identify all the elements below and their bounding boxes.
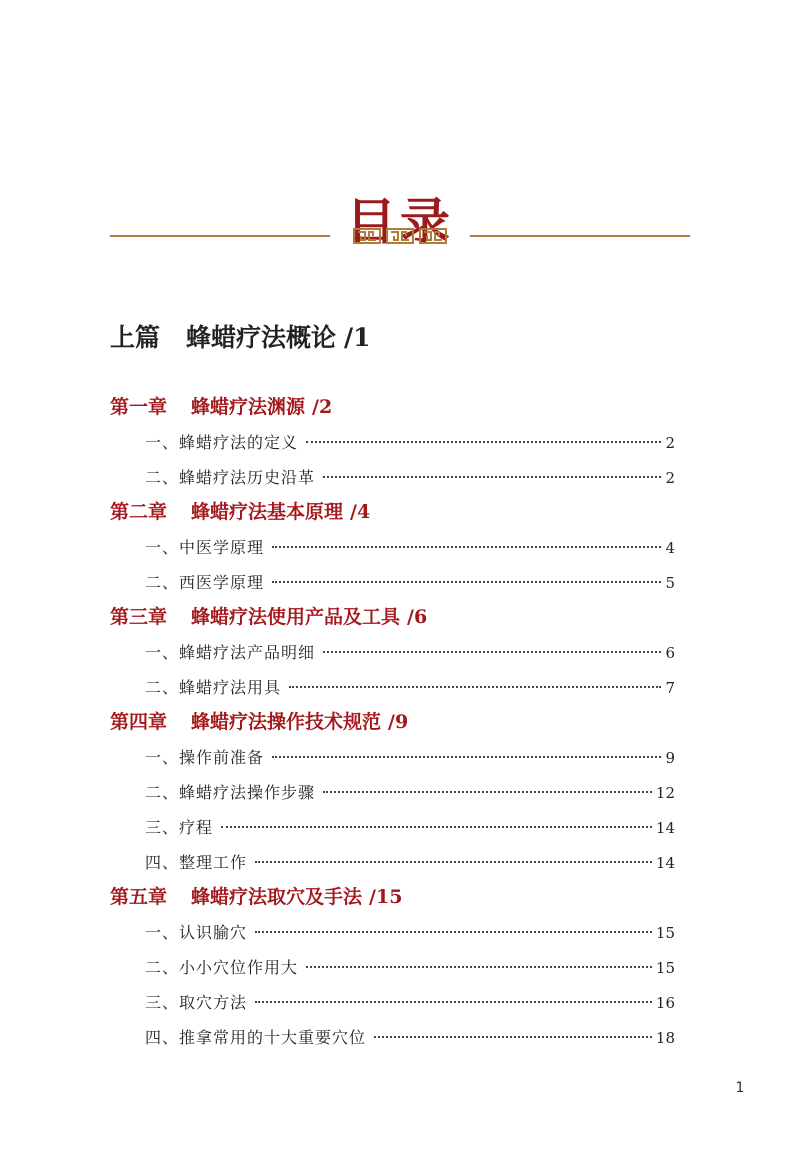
toc-entry[interactable] — [110, 915, 675, 950]
dot-leader — [306, 966, 652, 968]
dot-leader — [272, 546, 661, 548]
dot-leader — [323, 476, 661, 478]
chapter-page: /4 — [350, 501, 371, 523]
chapter-heading[interactable] — [110, 600, 675, 635]
chapter-title: 蜂蜡疗法操作技术规范 — [191, 711, 382, 733]
divider-rule-left — [110, 235, 330, 237]
part-page: /1 — [344, 323, 371, 352]
toc-entry-title: 二、蜂蜡疗法操作步骤 — [145, 783, 316, 802]
chapter-label: 第四章 — [110, 711, 168, 733]
toc-entry-page: 15 — [655, 959, 675, 977]
divider-rule-right — [470, 235, 690, 237]
chapter-heading[interactable] — [110, 495, 675, 530]
page-number: 1 — [735, 1080, 745, 1096]
toc-entry-title: 四、整理工作 — [145, 853, 248, 872]
dot-leader — [221, 826, 652, 828]
toc-entry-page: 2 — [665, 469, 675, 487]
chapter-title: 蜂蜡疗法渊源 — [191, 396, 306, 418]
chapter-label: 第一章 — [110, 396, 168, 418]
toc-entry-page: 6 — [665, 644, 675, 662]
chapter-heading[interactable] — [110, 390, 675, 425]
dot-leader — [306, 441, 661, 443]
toc-entry-title: 一、蜂蜡疗法产品明细 — [145, 643, 316, 662]
toc-entry-page: 18 — [655, 1029, 675, 1047]
toc-entry-title: 一、蜂蜡疗法的定义 — [145, 433, 299, 452]
dot-leader — [289, 686, 661, 688]
toc-entry-page: 9 — [665, 749, 675, 767]
toc-entry[interactable] — [110, 775, 675, 810]
toc-entry[interactable] — [110, 425, 675, 460]
toc-entry-page: 7 — [665, 679, 675, 697]
toc-entry[interactable] — [110, 1020, 675, 1055]
chapter-page: /6 — [407, 606, 428, 628]
toc-entry[interactable] — [110, 530, 675, 565]
chapter-label: 第三章 — [110, 606, 168, 628]
toc-entry-title: 一、认识腧穴 — [145, 923, 248, 942]
toc-entry[interactable] — [110, 985, 675, 1020]
toc-entry[interactable] — [110, 635, 675, 670]
toc-entry-page: 14 — [655, 854, 675, 872]
chapter-page: /2 — [312, 396, 333, 418]
dot-leader — [323, 651, 661, 653]
toc-entry[interactable] — [110, 670, 675, 705]
part-label: 上篇 — [110, 323, 161, 352]
toc-entry-page: 16 — [655, 994, 675, 1012]
toc-entry-page: 14 — [655, 819, 675, 837]
toc-entry[interactable] — [110, 460, 675, 495]
dot-leader — [255, 861, 652, 863]
part-heading[interactable] — [110, 318, 371, 358]
toc-entry[interactable] — [110, 810, 675, 845]
page-title: 目录 — [346, 191, 454, 251]
toc-entry-page: 2 — [665, 434, 675, 452]
chapter-heading[interactable] — [110, 705, 675, 740]
toc-entry-title: 一、中医学原理 — [145, 538, 265, 557]
dot-leader — [255, 1001, 652, 1003]
chapter-title: 蜂蜡疗法取穴及手法 — [191, 886, 363, 908]
toc-entry[interactable] — [110, 740, 675, 775]
toc-entry-title: 四、推拿常用的十大重要穴位 — [145, 1028, 367, 1047]
chapter-page: /15 — [369, 886, 403, 908]
table-of-contents — [110, 390, 675, 1055]
toc-entry-page: 12 — [655, 784, 675, 802]
toc-entry-page: 4 — [665, 539, 675, 557]
toc-entry-page: 5 — [665, 574, 675, 592]
part-title: 蜂蜡疗法概论 — [186, 323, 337, 352]
dot-leader — [374, 1036, 652, 1038]
toc-entry[interactable] — [110, 950, 675, 985]
toc-entry-title: 一、操作前准备 — [145, 748, 265, 767]
toc-entry-title: 二、蜂蜡疗法历史沿革 — [145, 468, 316, 487]
toc-entry-title: 二、小小穴位作用大 — [145, 958, 299, 977]
fret-ornament-icon — [352, 226, 448, 246]
chapter-title: 蜂蜡疗法使用产品及工具 — [191, 606, 401, 628]
title-divider — [110, 226, 690, 246]
chapter-heading[interactable] — [110, 880, 675, 915]
toc-entry-title: 二、西医学原理 — [145, 573, 265, 592]
chapter-label: 第五章 — [110, 886, 168, 908]
toc-entry-title: 三、疗程 — [145, 818, 214, 837]
chapter-title: 蜂蜡疗法基本原理 — [191, 501, 344, 523]
dot-leader — [323, 791, 652, 793]
toc-entry-page: 15 — [655, 924, 675, 942]
dot-leader — [272, 581, 661, 583]
chapter-label: 第二章 — [110, 501, 168, 523]
toc-entry[interactable] — [110, 845, 675, 880]
toc-entry[interactable] — [110, 565, 675, 600]
toc-entry-title: 二、蜂蜡疗法用具 — [145, 678, 282, 697]
dot-leader — [255, 931, 652, 933]
toc-entry-title: 三、取穴方法 — [145, 993, 248, 1012]
dot-leader — [272, 756, 661, 758]
chapter-page: /9 — [388, 711, 409, 733]
